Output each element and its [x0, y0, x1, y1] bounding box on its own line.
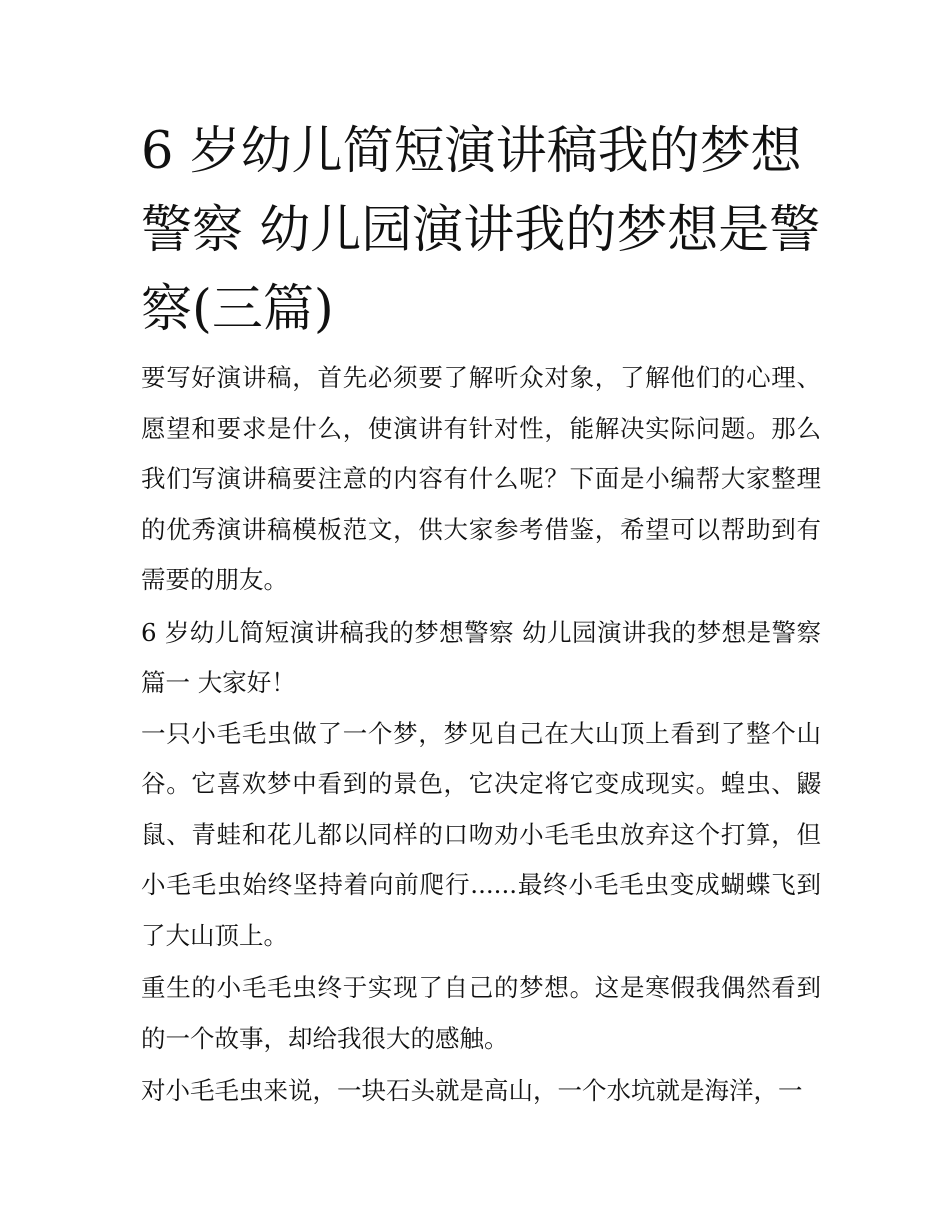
page-title: 6 岁幼儿简短演讲稿我的梦想警察 幼儿园演讲我的梦想是警察(三篇) [141, 122, 821, 339]
continuation-paragraph: 对小毛毛虫来说，一块石头就是高山，一个水坑就是海洋，一 [141, 1076, 803, 1105]
document-body [141, 353, 821, 1119]
section-heading-paragraph: 6 岁幼儿简短演讲稿我的梦想警察 幼儿园演讲我的梦想是警察篇一 大家好！ [141, 617, 821, 697]
intro-paragraph: 要写好演讲稿，首先必须要了解听众对象，了解他们的心理、愿望和要求是什么，使演讲有针对性，能解决实际问题。那么我们写演讲稿要注意的内容有什么呢？下面是小编帮大家整理的优秀演讲稿模板范文，供大家参考借鉴，希望可以帮助到有需要的朋友。 [141, 363, 821, 594]
story-paragraph: 一只小毛毛虫做了一个梦，梦见自己在大山顶上看到了整个山谷。它喜欢梦中看到的景色，它决定将它变成现实。蝗虫、鼹鼠、青蛙和花儿都以同样的口吻劝小毛毛虫放弃这个打算，但小毛毛虫始终坚持着向前爬行......最终小毛毛虫变成蝴蝶飞到了大山顶上。 [141, 718, 821, 950]
reflection-paragraph: 重生的小毛毛虫终于实现了自己的梦想。这是寒假我偶然看到的一个故事，却给我很大的感触。 [141, 973, 821, 1053]
